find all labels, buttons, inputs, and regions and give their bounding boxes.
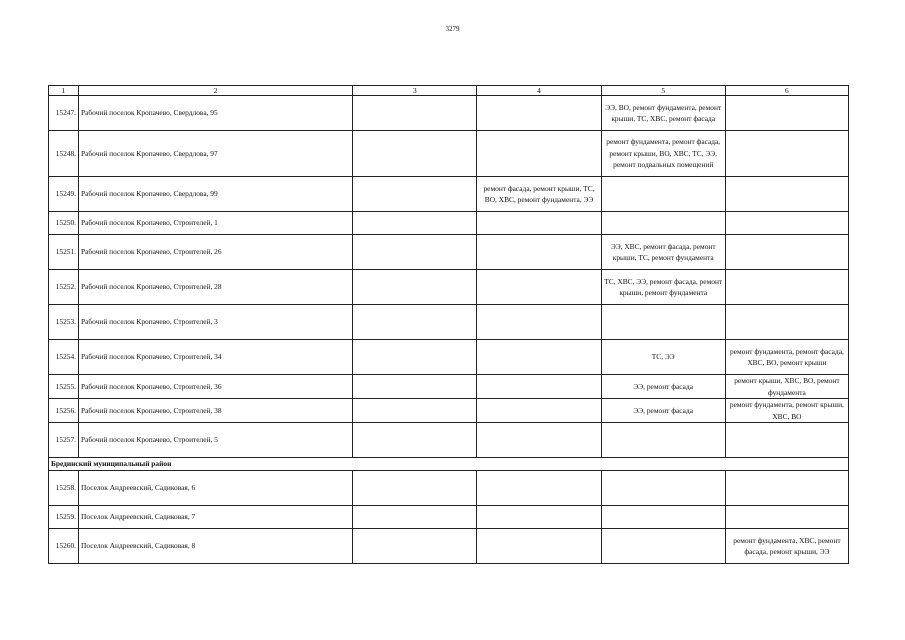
column-4-cell [477, 270, 601, 305]
row-number: 15254. [49, 340, 79, 375]
column-4-cell [477, 471, 601, 506]
column-6-cell [725, 235, 848, 270]
column-6-cell [725, 131, 848, 177]
column-4-cell [477, 506, 601, 529]
row-number: 15249. [49, 177, 79, 212]
column-6-cell [725, 506, 848, 529]
address-cell: Рабочий поселок Кропачево, Строителей, 34 [79, 340, 353, 375]
column-3-cell [353, 399, 477, 423]
column-3-cell [353, 471, 477, 506]
row-number: 15260. [49, 529, 79, 564]
column-4-cell [477, 340, 601, 375]
column-header: 6 [725, 86, 848, 96]
column-3-cell [353, 96, 477, 131]
column-header: 5 [601, 86, 725, 96]
address-cell: Рабочий поселок Кропачево, Свердлова, 95 [79, 96, 353, 131]
table-row [49, 399, 849, 423]
column-3-cell [353, 423, 477, 458]
row-number: 15256. [49, 399, 79, 423]
column-6-cell [725, 270, 848, 305]
column-3-cell [353, 529, 477, 564]
column-3-cell [353, 305, 477, 340]
table-row [49, 212, 849, 235]
column-header: 2 [79, 86, 353, 96]
column-3-cell [353, 212, 477, 235]
column-4-cell [477, 375, 601, 399]
column-6-cell [725, 177, 848, 212]
address-cell: Поселок Андреевский, Садиковая, 6 [79, 471, 353, 506]
column-header: 1 [49, 86, 79, 96]
address-cell: Рабочий поселок Кропачево, Строителей, 3 [79, 305, 353, 340]
register-table [48, 85, 849, 564]
column-6-cell: ремонт фундамента, ремонт фасада, ХВС, ВО, ремонт крыши [725, 340, 848, 375]
column-4-cell [477, 305, 601, 340]
column-4-cell [477, 212, 601, 235]
table-row [49, 471, 849, 506]
column-5-cell [601, 305, 725, 340]
column-3-cell [353, 235, 477, 270]
column-5-cell: ремонт фундамента, ремонт фасада, ремонт крыши, ВО, ХВС, ТС, ЭЭ, ремонт подвальных помещений [601, 131, 725, 177]
address-cell: Рабочий поселок Кропачево, Строителей, 28 [79, 270, 353, 305]
row-number: 15253. [49, 305, 79, 340]
address-cell: Рабочий поселок Кропачево, Свердлова, 99 [79, 177, 353, 212]
table-row [49, 506, 849, 529]
column-4-cell: ремонт фасада, ремонт крыши, ТС, ВО, ХВС, ремонт фундамента, ЭЭ [477, 177, 601, 212]
column-5-cell: ТС, ХВС, ЭЭ, ремонт фасада, ремонт крыши, ремонт фундамента [601, 270, 725, 305]
column-header-row [49, 86, 849, 96]
row-number: 15257. [49, 423, 79, 458]
table-row [49, 235, 849, 270]
address-cell: Рабочий поселок Кропачево, Строителей, 38 [79, 399, 353, 423]
column-4-cell [477, 235, 601, 270]
address-cell: Поселок Андреевский, Садиковая, 7 [79, 506, 353, 529]
address-cell: Рабочий поселок Кропачево, Строителей, 36 [79, 375, 353, 399]
column-header: 3 [353, 86, 477, 96]
column-5-cell: ЭЭ, ремонт фасада [601, 399, 725, 423]
column-5-cell: ЭЭ, ХВС, ремонт фасада, ремонт крыши, ТС, ремонт фундамента [601, 235, 725, 270]
address-cell: Рабочий поселок Кропачево, Строителей, 26 [79, 235, 353, 270]
address-cell: Рабочий поселок Кропачево, Свердлова, 97 [79, 131, 353, 177]
column-5-cell [601, 529, 725, 564]
row-number: 15251. [49, 235, 79, 270]
table-row [49, 375, 849, 399]
column-5-cell [601, 212, 725, 235]
column-5-cell [601, 423, 725, 458]
column-5-cell: ЭЭ, ВО, ремонт фундамента, ремонт крыши, ТС, ХВС, ремонт фасада [601, 96, 725, 131]
section-title: Брединский муниципальный район [49, 458, 849, 471]
address-cell: Поселок Андреевский, Садиковая, 8 [79, 529, 353, 564]
column-4-cell [477, 529, 601, 564]
column-3-cell [353, 131, 477, 177]
column-4-cell [477, 131, 601, 177]
column-5-cell [601, 506, 725, 529]
row-number: 15250. [49, 212, 79, 235]
column-5-cell [601, 471, 725, 506]
column-6-cell: ремонт крыши, ХВС, ВО, ремонт фундамента [725, 375, 848, 399]
row-number: 15255. [49, 375, 79, 399]
column-6-cell [725, 471, 848, 506]
table-row [49, 131, 849, 177]
section-row [49, 458, 849, 471]
column-6-cell [725, 212, 848, 235]
column-3-cell [353, 270, 477, 305]
table-row [49, 340, 849, 375]
column-5-cell [601, 177, 725, 212]
address-cell: Рабочий поселок Кропачево, Строителей, 5 [79, 423, 353, 458]
table-row [49, 96, 849, 131]
table-row [49, 305, 849, 340]
column-3-cell [353, 177, 477, 212]
row-number: 15259. [49, 506, 79, 529]
column-header: 4 [477, 86, 601, 96]
row-number: 15252. [49, 270, 79, 305]
column-4-cell [477, 423, 601, 458]
table-row [49, 423, 849, 458]
column-6-cell [725, 96, 848, 131]
column-6-cell: ремонт фундамента, ХВС, ремонт фасада, ремонт крыши, ЭЭ [725, 529, 848, 564]
table-row [49, 177, 849, 212]
column-5-cell: ТС, ЭЭ [601, 340, 725, 375]
row-number: 15247. [49, 96, 79, 131]
row-number: 15258. [49, 471, 79, 506]
page-number: 3279 [445, 25, 460, 33]
column-3-cell [353, 340, 477, 375]
table-row [49, 529, 849, 564]
address-cell: Рабочий поселок Кропачево, Строителей, 1 [79, 212, 353, 235]
column-4-cell [477, 96, 601, 131]
column-5-cell: ЭЭ, ремонт фасада [601, 375, 725, 399]
column-4-cell [477, 399, 601, 423]
column-3-cell [353, 506, 477, 529]
column-6-cell [725, 423, 848, 458]
column-6-cell: ремонт фундамента, ремонт крыши, ХВС, ВО [725, 399, 848, 423]
column-3-cell [353, 375, 477, 399]
row-number: 15248. [49, 131, 79, 177]
column-6-cell [725, 305, 848, 340]
table-row [49, 270, 849, 305]
